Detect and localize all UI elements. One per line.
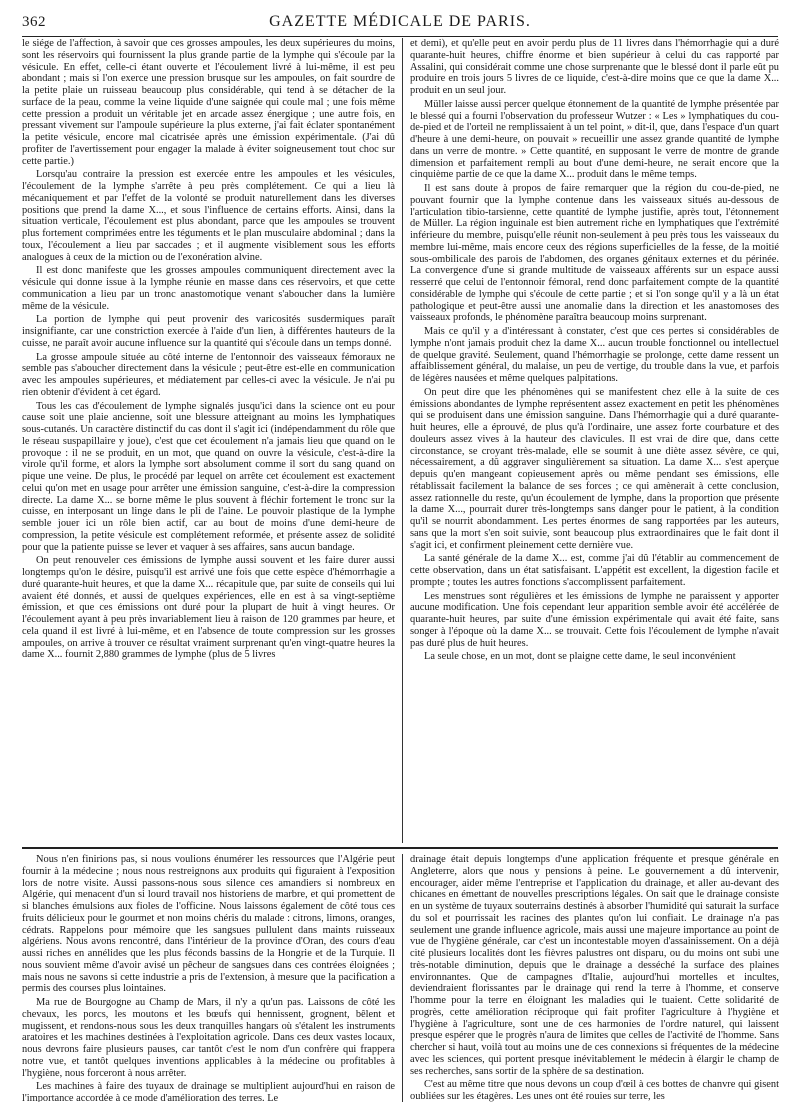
column-top-right — [410, 38, 779, 843]
paragraph: Lorsqu'au contraire la pression est exercée entre les ampoules et les vésicules, l'écoulement de la lymphe s'arrête à peu près complétement. Ce qui a lieu là mécaniquement et par l'effet de la volonté se produit naturellement dans les diverses positions que prend la dame X..., et sous l'influence de certains efforts. Ainsi, dans la situation verticale, l'écoulement est plus abondant, parce que les ampoules se trouvent plus fortement comprimées entre les téguments et le plan musculaire abdominal ; dans la toux, l'écoulement a lieu par saccades ; et il augmente visiblement sous les efforts analogues à ceux de la miction ou de l'exonération alvine. — [22, 169, 395, 263]
paragraph: La portion de lymphe qui peut provenir des varicosités susdermiques paraît insignifiante, car une constriction exercée à l'aide d'un lien, à différentes hauteurs de la cuisse, ne paraît avoir aucune influence sur la quantité qui s'écoule dans un temps donné. — [22, 314, 395, 349]
paragraph: Müller laisse aussi percer quelque étonnement de la quantité de lymphe présentée par le blessé qui a fourni l'observation du professeur Wutzer : « Les » lymphatiques du cou-de-pied et de l'orteil ne remplissaient à un tel point, » dit-il, que, dans l'espace d'un quart d'heure à une demi-heure, on pouvait » recueillir une assez grande quantité de lymphe dans un verre de montre. » Cette quantité, en supposant le verre de montre de grande dimension et parfaitement rempli au bout d'une demi-heure, ne serait encore que la cinquième partie de ce que la dame X... produit dans le même temps. — [410, 98, 779, 181]
paragraph: Il est donc manifeste que les grosses ampoules communiquent directement avec la vésicule qui donne issue à la lymphe réunie en masse dans ces réservoirs, et que cette communication a lieu par un tronc anastomotique venant s'aboucher dans la lumière même de la vésicule. — [22, 265, 395, 312]
page-number: 362 — [22, 14, 46, 30]
page-header — [22, 10, 778, 37]
column-bottom-left — [22, 854, 395, 1102]
column-divider — [402, 38, 403, 843]
paragraph: et demi), et qu'elle peut en avoir perdu plus de 11 livres dans l'hémorrhagie qui a duré quarante-huit heures, chiffre énorme et bien supérieur à celui du cas rapporté par Assalini, qui considérait comme une chose surprenante que le blessé dont il parle eût pu produire en trois jours 5 livres de ce liquide, c'est-à-dire moins que ce que la dame X... produit en un seul jour. — [410, 38, 779, 96]
paragraph: Mais ce qu'il y a d'intéressant à constater, c'est que ces pertes si considérables de lymphe n'ont jamais produit chez la dame X... aucun trouble fonctionnel ou intellectuel de quelque gravité. Seulement, quand l'hémorrhagie se prolonge, cette dame ressent un affaiblissement général, du malaise, un peu de vertige, du trouble dans la vue, et parfois de légères nausées et même quelques palpitations. — [410, 326, 779, 384]
paragraph: Tous les cas d'écoulement de lymphe signalés jusqu'ici dans la science ont eu pour cause soit une plaie ancienne, soit une blessure atteignant au moins les lymphatiques sous-cutanés. Un caractère distinctif du cas dont il s'agit ici (indépendamment du rôle que le réseau suspapillaire y joue), c'est que cet écoulement n'a jamais lieu que quand on le provoque : il ne se produit, en un mot, que quand on ouvre la vésicule, c'est-à-dire la virole qu'il forme, et alors la lymphe sort absolument comme il sort du sang quand on pique une veine. De plus, le procédé par lequel on arrête cet écoulement est exactement celui qu'on met en usage pour arrêter une émission sanguine, c'est-à-dire la compression directe. La dame X... se borne même le plus souvent à fléchir fortement le tronc sur la cuisse, en interposant un linge dans le pli de l'aine. Le pouvoir plastique de la lymphe semble jouer ici un rôle bien actif, car au bout de moins d'une demi-heure de compression, la petite vésicule est complétement reformée, et présente assez de solidité pour que la patiente puisse se lever et vaquer à ses affaires, sans aucun bandage. — [22, 400, 395, 553]
paragraph: La santé générale de la dame X... est, comme j'ai dû l'établir au commencement de cette observation, dans un état satisfaisant. L'appétit est excellent, la digestion facile et prompte ; toutes les autres fonctions s'accomplissent parfaitement. — [410, 553, 779, 588]
column-bottom-right — [410, 854, 779, 1102]
paragraph: Les menstrues sont régulières et les émissions de lymphe ne paraissent y apporter aucune modification. Une fois cependant leur apparition semble avoir été accélérée de quarante-huit heures, par suite d'une émission expérimentale qui avait été faite, sans songer à l'époque où la dame X... se trouvait. Cette fois l'écoulement de lymphe n'avait pas duré plus de huit heures. — [410, 590, 779, 649]
paragraph: le siége de l'affection, à savoir que ces grosses ampoules, les deux supérieures du moins, sont les réservoirs qui fournissent la plus grande partie de la lymphe qui s'écoule par la vésicule. En effet, celle-ci étant ouverte et l'écoulement livré à lui-même, il est peu abondant ; mais si l'on exerce une pression brusque sur les ampoules, on fait sourdre de la petite plaie un ruisseau beaucoup plus considérable, qui tend à se détacher de la surface de la peau, comme la veine liquide d'une saignée qui coule mal ; une fois même cette pression a produit un véritable jet en arcade assez énergique ; une autre fois, en pressant vivement sur l'ampoule supérieure la plus externe, j'ai fait éclater spontanément la petite vésicule, encore mal cicatrisée après une émission expérimentale. (J'ai dû profiter de l'avertissement pour engager la malade à éviter soigneusement tout choc sur cette partie.) — [22, 38, 395, 167]
paragraph: Ma rue de Bourgogne au Champ de Mars, il n'y a qu'un pas. Laissons de côté les chevaux, les porcs, les moutons et les bœufs qui hennissent, grognent, bêlent et mugissent, et rendons-nous sous les deux tranquilles hangars où s'étalent les instruments aratoires et les machines destinées à l'exploitation agricole. Dans ces deux vastes locaux, nous devrons faire plusieurs pauses, car tantôt c'est le nom d'un confrère qui frappera notre vue, et tantôt quelques inventions applicables à la médecine ou profitables à l'hygiène, nous forceront à nous arrêter. — [22, 997, 395, 1079]
paragraph: La grosse ampoule située au côté interne de l'entonnoir des vaisseaux fémoraux ne semble pas s'aboucher directement dans la vésicule ; peut-être est-elle en communication avec les ampoules supérieures, et médiatement par celles-ci avec la vésicule. Je n'ai pu rien obtenir d'évident à cet égard. — [22, 351, 395, 398]
paragraph: On peut dire que les phénomènes qui se manifestent chez elle à la suite de ces émissions abondantes de lymphe représentent assez exactement en petit les phénomènes qui se produisent dans une émission sanguine. Dans l'hémorrhagie qui a duré quarante-huit heures, elle a éprouvé, de plus qu'à l'ordinaire, une assez forte courbature et des douleurs assez vives à la hauteur des clavicules. Il est vrai de dire que, dans cette circonstance, se croyant très-malade, elle se soumit à une diète assez sévère, ce qui, nécessairement, a dû aggraver singulièrement sa situation. La dame X... s'est aperçue depuis qu'en mangeant copieusement après ou même pendant ses émissions, elle rétablissait facilement la balance de ses forces ; ce qui amènerait à cette conclusion, assez rationnelle du reste, qu'un écoulement de lymphe, dans la proportion que présente la dame X..., pourrait durer très-longtemps sans danger pour le patient, à la condition qu'il se nourrit abondamment. Les pertes énormes de sang rapportées par les auteurs, sans que la mort s'en soit suivie, sont beaucoup plus extraordinaires que le fait dont il s'agit ici, et confirment pleinement cette dernière vue. — [410, 386, 779, 551]
journal-title: GAZETTE MÉDICALE DE PARIS. — [269, 13, 531, 30]
paragraph: Nous n'en finirions pas, si nous voulions énumérer les ressources que l'Algérie peut fournir à la médecine ; nous nous restreignons aux produits qui figuraient à l'exposition lors de notre visite. Aussi passons-nous sous silence ces amandiers si nombreux en Algérie, qui menacent d'un si lourd travail nos historiens de marbre, et qui promettent de si blanches émulsions aux fioles de l'officine. Nous laissons également de côté tous ces fruits délicieux pour le gourmet et non moins chéris du malade : citrons, limons, oranges, cédrats. Rappelons pour mémoire que les sangsues pullulent dans maints ruisseaux algériens. Nous avons rencontré, dans l'intérieur de la province d'Oran, des cours d'eau aussi riches en annélides que les plus féconds bassins de la Hongrie et de la Turquie. Il nous souvient même d'avoir avisé un pêcheur de sangsues dans ces contrées éloignées ; mais nous ne savons si cette industrie a pris de l'extension, à mesure que la pacification a permis des courses plus lointaines. — [22, 854, 395, 995]
column-divider — [402, 854, 403, 1102]
column-top-left — [22, 38, 395, 843]
feuilleton-divider — [22, 847, 778, 849]
paragraph: Il est sans doute à propos de faire remarquer que la région du cou-de-pied, ne pouvant fournir que la lymphe contenue dans les vaisseaux situés au-dessous de l'articulation tibio-tarsienne, cette quantité de lymphe justifie, après tout, l'étonnement de Müller. La région inguinale est bien autrement riche en lymphatiques que l'extrémité inférieure du membre, puisqu'elle réunit non-seulement à peu près tous les vaisseaux du membre lui-même, mais encore ceux des régions superficielles de la fesse, de la moitié sous-ombilicale des parois de l'abdomen, des organes génitaux externes et du périnée. La convergence d'une si grande multitude de vaisseaux afférents sur un espace aussi resserré que celui de l'entonnoir fémoral, rend donc parfaitement compte de la quantité considérable de lymphe qui s'écoule de cette partie ; et si l'on songe qu'il y a là un état pathologique et peut-être aussi une anomalie dans la direction et les anastomoses des vaisseaux profonds, le phénomène paraîtra beaucoup moins surprenant. — [410, 183, 779, 324]
paragraph: On peut renouveler ces émissions de lymphe aussi souvent et les faire durer aussi longtemps qu'on le désire, puisqu'il est arrivé une fois que cette espèce d'hémorrhagie a duré quarante-huit heures, et que la dame X... récapitule que, par suite de conseils qui lui avaient été donnés, et aussi de quelques expériences, elle en est à sa vingt-septième émission, et que ces émissions ont duré pour la plupart de huit à vingt heures. Or l'écoulement ayant à peu près invariablement lieu à raison de 120 grammes par heure, et cela quand il est livré à lui-même, et en l'absence de toute compression sur les grosses ampoules, on arrive à trouver ce résultat vraiment surprenant qu'en vingt-quatre heures la dame X... fournit 2,880 grammes de lymphe (plus de 5 livres — [22, 555, 395, 661]
paragraph: La seule chose, en un mot, dont se plaigne cette dame, le seul inconvénient — [424, 651, 736, 663]
paragraph: C'est au même titre que nous devons un coup d'œil à ces bottes de chanvre qui gisent oubliées sur les étagères. Les unes ont été rouies sur terre, les — [410, 1079, 779, 1102]
paragraph: Les machines à faire des tuyaux de drainage se multiplient aujourd'hui en raison de l'importance accordée à ce mode d'amélioration des terres. Le — [22, 1081, 395, 1102]
paragraph: drainage était depuis longtemps d'une application fréquente et presque générale en Angleterre, alors que nous y pensions à peine. Le gouvernement a dû intervenir, encourager, aider même l'entreprise et l'application du drainage, et aller au-devant des chicanes en émettant de nouvelles prescriptions légales. On sait que le drainage consiste en un système de tuyaux souterrains destinés à absorber l'humidité qui saturait la surface du sol et pourrissait les racines des plantes qu'on lui confiait. Le drainage n'a pas seulement une grande influence agricole, mais aussi une majeure importance au point de vue de l'hygiène générale, car c'est un incontestable moyen d'assainissement. On a déjà cité plusieurs localités dont les fièvres palustres ont disparu, ou du moins ont subi une très-notable diminution, depuis que le drainage a desséché la surface des plaines environnantes. Que de campagnes d'Italie, aujourd'hui mortelles et incultes, deviendraient florissantes par le drainage qui rend la terre à l'homme, et conserve l'homme pour la terre en éloignant les maladies qui le tuaient. Cette solidarité de progrès, cette amélioration réciproque qui fait profiter l'agriculture à l'hygiène et l'hygiène à l'agriculture, sont une de ces harmonies de l'ordre naturel, qui laissent presque espérer que le progrès n'aura de limites que celles de l'activité de l'homme. Sans chercher si haut, voilà tout au moins une de ces connexions si fréquentes de la médecine avec les sciences, qui portent presque inévitablement le médecin à élargir le champ de ses recherches, sans sortir de la sphère de sa destination. — [410, 854, 779, 1077]
